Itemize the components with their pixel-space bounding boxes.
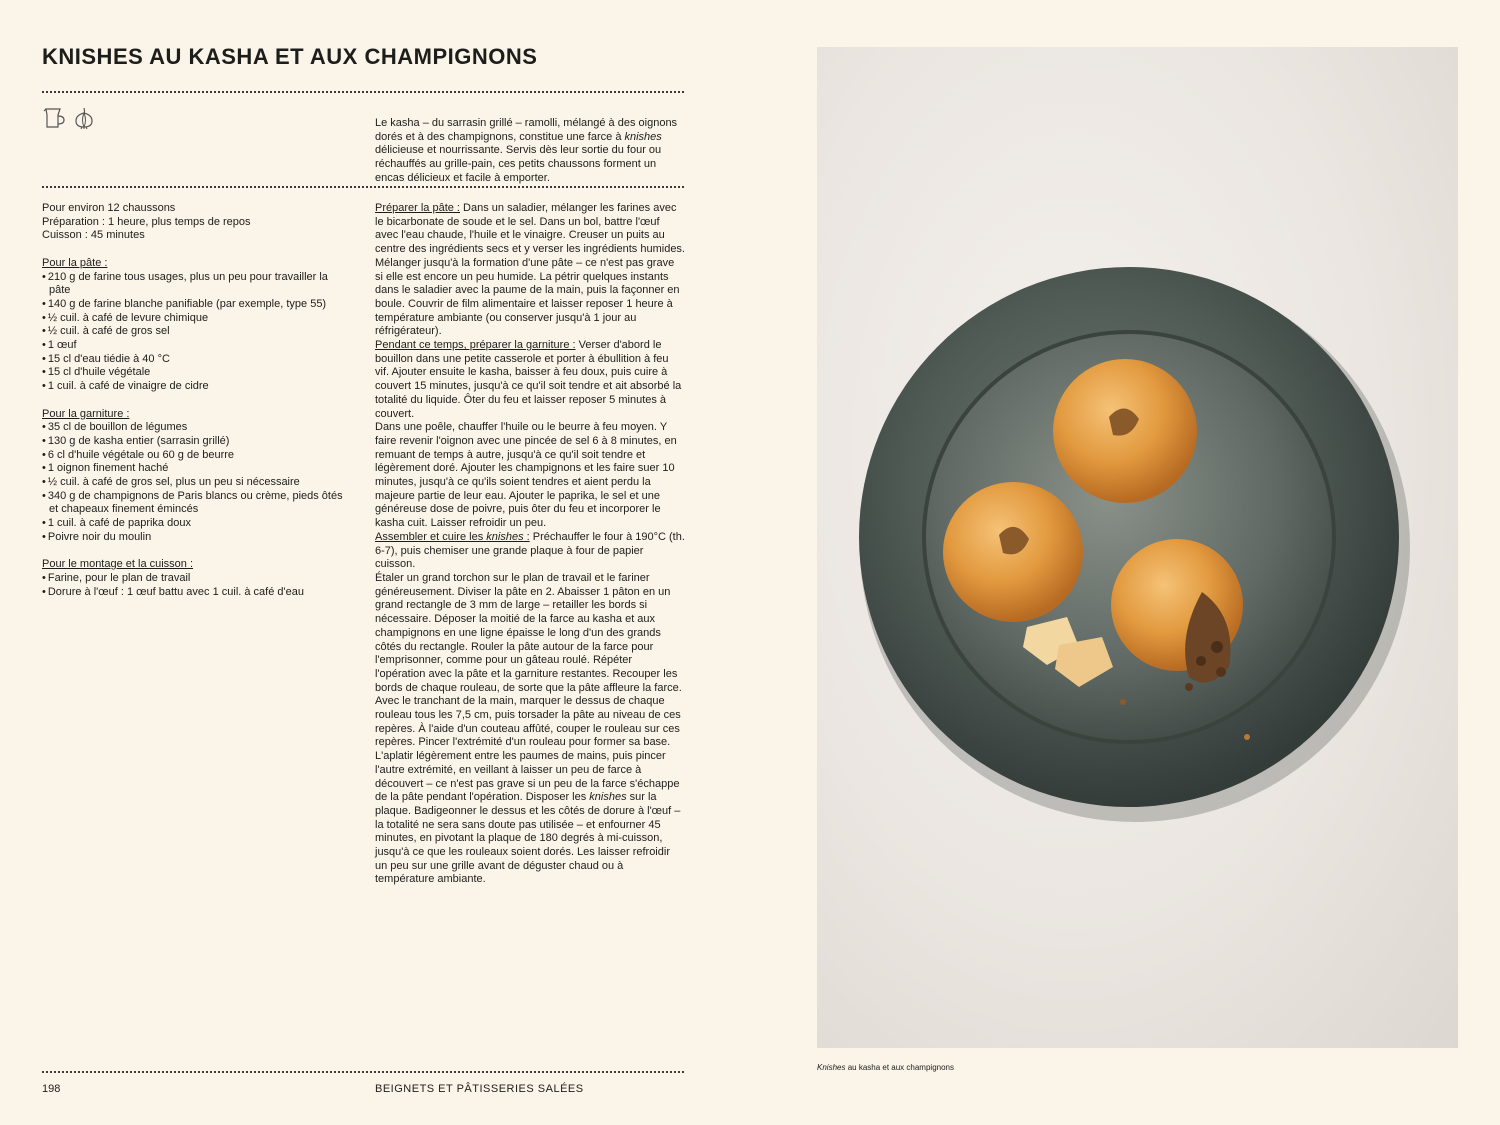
list-item: • 6 cl d'huile végétale ou 60 g de beurre — [42, 449, 347, 463]
dough-ingredients — [42, 257, 347, 394]
list-item: • 15 cl d'eau tiédie à 40 °C — [42, 353, 347, 367]
list-item: • 140 g de farine blanche panifiable (par exemple, type 55) — [42, 298, 347, 312]
intro-paragraph: Le kasha – du sarrasin grillé – ramolli, mélangé à des oignons dorés et à des champignons, constitue une farce à knishes délicieuse et nourrissante. Servis dès leur sortie du four ou réchauffés au grille-pain, ces petits chaussons forment un encas délicieux et facile à emporter. — [375, 117, 678, 184]
list-item: • 1 œuf — [42, 339, 347, 353]
list-item: • 130 g de kasha entier (sarrasin grillé) — [42, 435, 347, 449]
step-dough: Préparer la pâte : Dans un saladier, mélanger les farines avec le bicarbonate de soude et le sel. Dans un bol, battre l'œuf avec l'eau chaude, l'huile et le vinaigre. Creuser un puits au centre des ingrédients secs et y verser les ingrédients humides. Mélanger jusqu'à la formation d'une pâte – ce n'est pas grave si elle est encore un peu humide. La pétrir quelques instants dans le saladier avec la paume de la main, puis la façonner en boule. Couvrir de film alimentaire et laisser reposer 1 heure à température ambiante (ou conserver jusqu'à 1 jour au réfrigérateur). — [375, 202, 685, 338]
filling-ingredients — [42, 408, 347, 545]
list-item: • Farine, pour le plan de travail — [42, 572, 347, 586]
yield: Pour environ 12 chaussons — [42, 202, 176, 214]
list-item: • 1 oignon finement haché — [42, 462, 347, 476]
list-item: • Dorure à l'œuf : 1 œuf battu avec 1 cuil. à café d'eau — [42, 586, 347, 600]
prep-time: Préparation : 1 heure, plus temps de repos — [42, 215, 251, 228]
list-item: • 340 g de champignons de Paris blancs ou crème, pieds ôtés et chapeaux finement émincés — [42, 490, 347, 517]
dotted-divider — [42, 186, 684, 188]
ingredients-column — [42, 202, 347, 613]
filling-heading: Pour la garniture : — [42, 407, 130, 420]
diet-icons — [42, 106, 96, 130]
list-item: • 1 cuil. à café de vinaigre de cidre — [42, 380, 347, 394]
dough-heading: Pour la pâte : — [42, 256, 108, 269]
page-title: KNISHES AU KASHA ET AUX CHAMPIGNONS — [42, 44, 538, 69]
cook-time: Cuisson : 45 minutes — [42, 229, 145, 242]
recipe-photo — [817, 47, 1458, 1048]
dairy-jug-icon — [42, 106, 70, 130]
dotted-divider — [42, 91, 684, 93]
page-number: 198 — [42, 1083, 61, 1095]
section-title: BEIGNETS ET PÂTISSERIES SALÉES — [375, 1083, 584, 1095]
list-item: • ½ cuil. à café de gros sel — [42, 325, 347, 339]
list-item: • ½ cuil. à café de gros sel, plus un peu si nécessaire — [42, 476, 347, 490]
dotted-divider — [42, 1071, 684, 1073]
recipe-meta — [42, 202, 347, 243]
step-roll: Étaler un grand torchon sur le plan de travail et le fariner généreusement. Diviser la pâte en 2. Abaisser 1 pâton en un grand rectangle de 3 mm de large – retailler les bords si nécessaire. Déposer la moitié de la farce au kasha et aux champignons en une ligne épaisse le long d'un des grands côtés du rectangle. Rouler la pâte autour de la farce pour l'emprisonner, comme pour un gâteau roulé. Répéter l'opération avec la pâte et la garniture restantes. Recouper les bords de chaque rouleau, de sorte que la pâte affleure la farce. — [375, 571, 682, 694]
step-filling: Pendant ce temps, préparer la garniture : Verser d'abord le bouillon dans une petite casserole et porter à ébullition à feu vif. Ajouter ensuite le kasha, baisser à feu doux, puis cuire à couvert 15 minutes, jusqu'à ce qu'il soit tendre et ait absorbé la totalité du liquide. Ôter du feu et laisser reposer 5 minutes à couvert. — [375, 339, 682, 420]
list-item: • Poivre noir du moulin — [42, 531, 347, 545]
assembly-heading: Pour le montage et la cuisson : — [42, 558, 194, 571]
list-item: • 210 g de farine tous usages, plus un peu pour travailler la pâte — [42, 271, 347, 298]
list-item: • 15 cl d'huile végétale — [42, 366, 347, 380]
list-item: • 1 cuil. à café de paprika doux — [42, 517, 347, 531]
photo-caption: Knishes au kasha et aux champignons — [817, 1063, 954, 1072]
onion-icon — [72, 106, 96, 130]
method-column — [375, 202, 685, 887]
step-shape-bake: Avec le tranchant de la main, marquer le dessus de chaque rouleau tous les 7,5 cm, puis torsader la pâte au niveau de ces repères. À l'aide d'un couteau affûté, couper le rouleau sur ces repères. Pincer l'extrémité d'un rouleau pour former sa base. L'aplatir légèrement entre les paumes de mains, puis pincer l'autre extrémité, en veillant à laisser un peu de farce à découvert – ce n'est pas grave si un peu de la farce s'échappe de la pâte pendant l'opération. Disposer les knishes sur la plaque. Badigeonner le dessus et les côtés de dorure à l'œuf – la totalité ne sera sans doute pas utilisée – et enfourner 45 minutes, en pivotant la plaque de 180 degrés à mi-cuisson, jusqu'à ce que les rouleaux soient dorés. Les laisser refroidir un peu sur une grille avant de déguster chaud ou à température ambiante. — [375, 695, 681, 886]
step-assemble: Assembler et cuire les knishes : Préchauffer le four à 190°C (th. 6-7), puis chemiser une grande plaque à four de papier cuisson. — [375, 530, 685, 571]
list-item: • 35 cl de bouillon de légumes — [42, 421, 347, 435]
assembly-ingredients — [42, 558, 347, 599]
step-saute: Dans une poêle, chauffer l'huile ou le beurre à feu moyen. Y faire revenir l'oignon avec une pincée de sel 6 à 8 minutes, en remuant de temps à autre, jusqu'à ce qu'il soit tendre et légèrement doré. Ajouter les champignons et les faire suer 10 minutes, jusqu'à ce qu'ils soient tendres et aient perdu la majeure partie de leur eau. Ajouter le paprika, le sel et une généreuse dose de poivre, puis ôter du feu et incorporer le kasha cuit. Laisser refroidir un peu. — [375, 421, 677, 530]
list-item: • ½ cuil. à café de levure chimique — [42, 312, 347, 326]
